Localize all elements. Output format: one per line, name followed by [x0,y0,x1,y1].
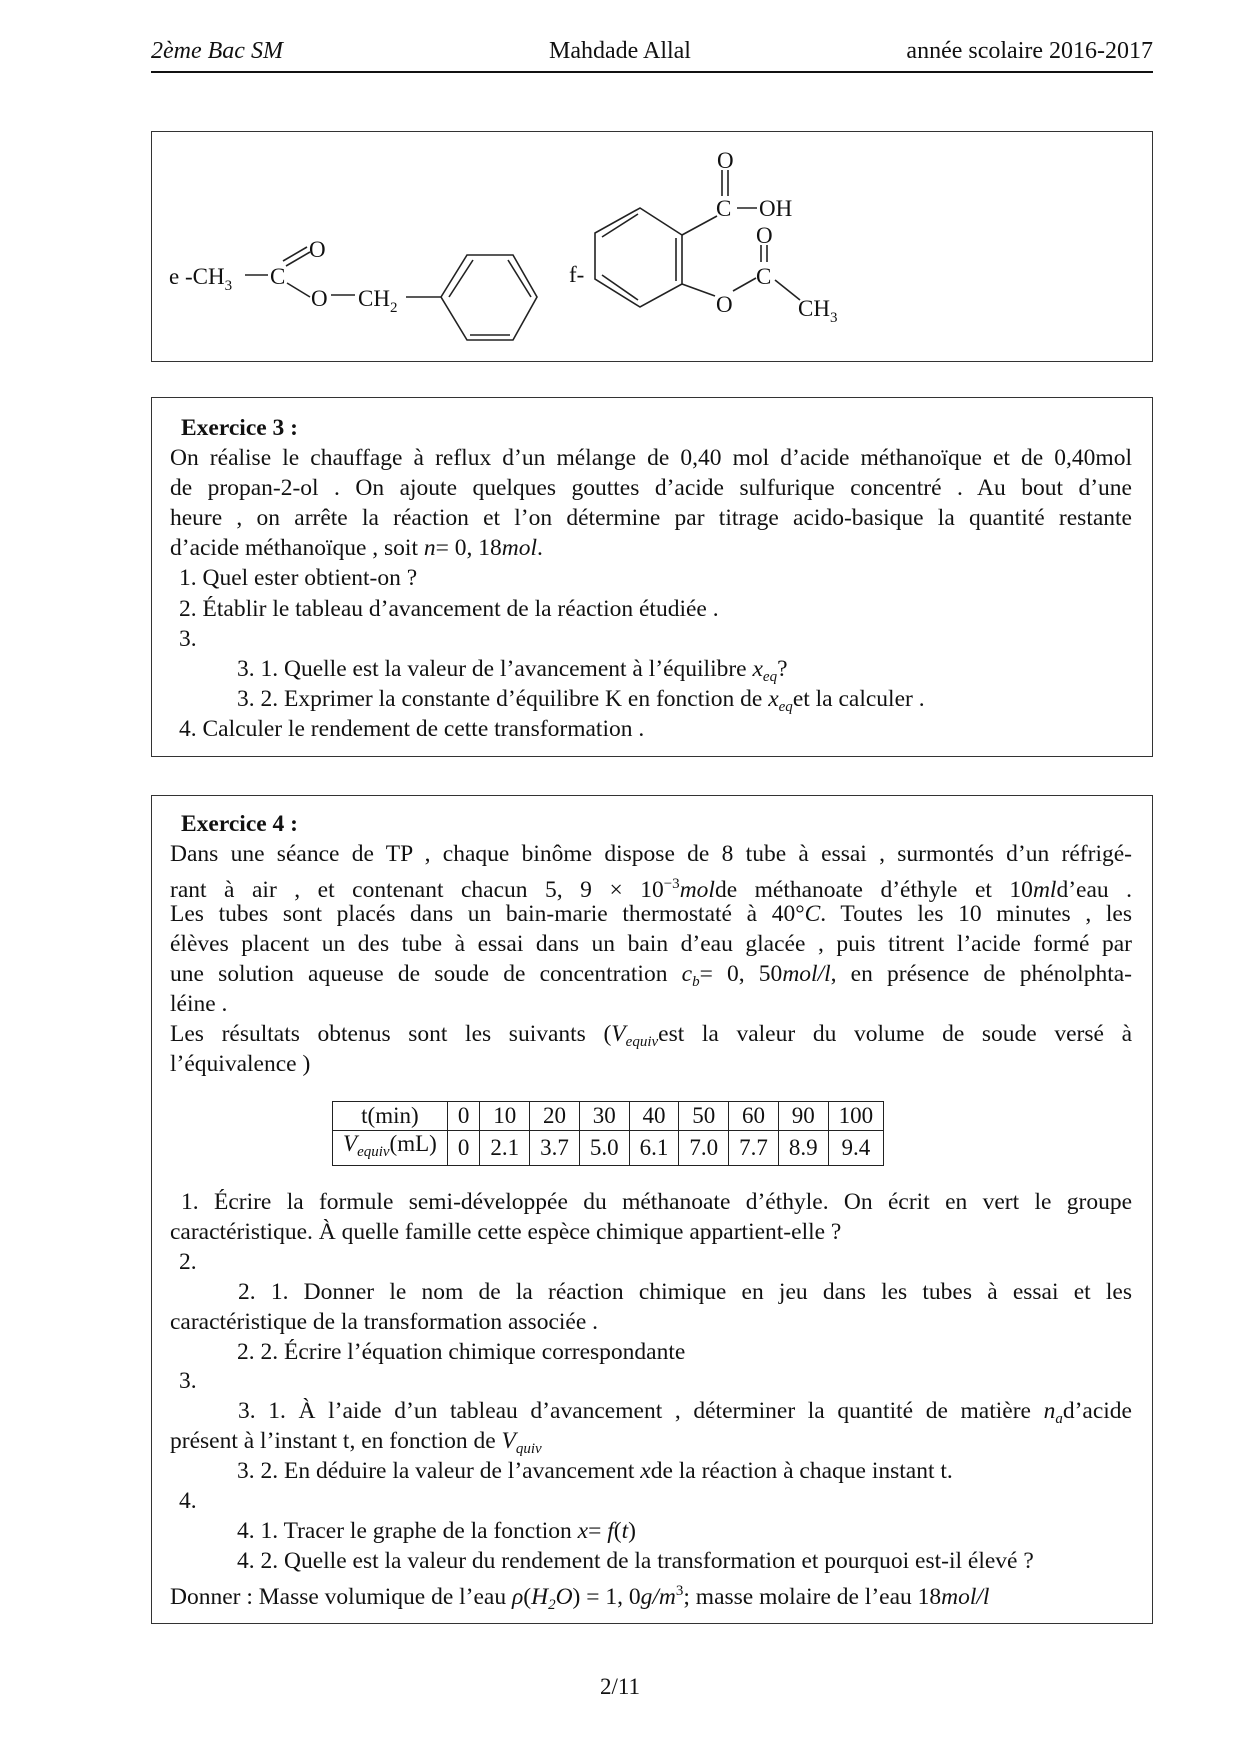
cell-volume: 8.9 [778,1131,828,1166]
text-segment: V [501,1428,516,1455]
text-segment: 2. [179,1248,197,1275]
text-segment: a [1055,1411,1063,1428]
text-segment: d’eau . [1056,877,1133,903]
text-segment: mol/l [941,1583,990,1610]
text-segment: quiv [515,1441,542,1458]
text-segment: d’acide méthanoïque , soit [170,535,424,562]
text-segment: 1. Écrire la formule semi-développée du méthanoate d’éthyle. On écrit en vert le groupe [181,1189,1132,1215]
text-line [237,1517,1132,1545]
text-segment: c [681,961,693,987]
text-line [170,444,1132,472]
page-number: 2/11 [599,1674,641,1699]
text-line [170,870,1132,904]
text-segment: On réalise le chauffage à reflux d’un mélange de 0,40 mol d’acide méthanoïque et de 0,40mol [170,445,1132,471]
header-class-label: 2ème Bac SM [151,38,283,64]
text-line [170,930,1132,958]
text-segment: l’équivalence ) [170,1051,311,1077]
text-segment: x [640,1458,651,1485]
text-segment: x [752,655,763,682]
text-line [179,595,1132,623]
text-segment: 1. Quel ester obtient-on ? [179,565,418,592]
cell-time: 90 [778,1102,828,1131]
text-segment: Donner : Masse volumique de l’eau [170,1583,512,1610]
mol-e-carbon: C [270,264,286,289]
text-segment: = 0, 50 [699,961,783,987]
text-line [179,1248,1132,1276]
text-line [170,900,1132,928]
exercise-4-title: Exercice 4 : [181,811,299,837]
text-segment: . Toutes les 10 minutes , les [820,901,1132,927]
text-line [170,840,1132,868]
cell-volume: 2.1 [480,1131,530,1166]
text-line [170,1308,1132,1336]
cell-volume: 5.0 [579,1131,629,1166]
text-line [237,1547,1132,1575]
table-row-volume [333,1131,884,1166]
mol-e-label: e $-CH_3$ [169,264,233,294]
text-segment: de méthanoate d’éthyle et 10 [714,877,1033,903]
text-segment: heure , on arrête la réaction et l’on détermine par titrage acido-basique la quantité restante [170,505,1132,532]
mol-f-ch3: $CH_3$ [798,296,838,326]
text-segment: −3 [663,876,680,892]
text-segment: x [577,1517,589,1544]
text-segment: Dans une séance de TP , chaque binôme dispose de 8 tube à essai , surmontés d’un réfrigé- [170,841,1132,867]
text-segment: Les tubes sont placés dans un bain-marie thermostaté à 40° [170,901,805,927]
text-segment: élèves placent un des tube à essai dans un bain d’eau glacée , puis titrent l’acide formé par [170,931,1132,957]
text-segment: 3. 2. Exprimer la constante d’équilibre K en fonction de [237,685,769,712]
text-segment: 2. 2. Écrire l’équation chimique correspondante [237,1338,686,1365]
text-segment: caractéristique de la transformation associée . [170,1308,599,1335]
text-line [179,1367,1132,1395]
text-line [237,1338,1132,1366]
text-line [179,1487,1132,1515]
text-line [170,534,1132,562]
text-segment: 4. 2. Quelle est la valeur du rendement de la transformation et pourquoi est-il élevé ? [237,1547,1034,1574]
cell-volume: 0 [447,1131,480,1166]
cell-time: 60 [729,1102,779,1131]
text-line [170,1218,1132,1246]
cell-volume: 7.7 [729,1131,779,1166]
text-segment: mol [679,877,715,903]
text-segment: 4. Calculer le rendement de cette transformation . [179,715,645,742]
text-segment: 3. [179,625,197,652]
mol-f-oxygen-ester-double: O [756,223,773,248]
text-segment: , en présence de phénolphta- [830,961,1132,987]
text-segment: 3 [675,1582,684,1599]
text-segment: 3. 2. En déduire la valeur de l’avancement [237,1458,641,1485]
text-segment: . [537,535,543,562]
text-segment: 2. 1. Donner le nom de la réaction chimique en jeu dans les tubes à essai et les [238,1278,1132,1305]
text-segment: ) = 1, 0 [572,1583,641,1610]
mol-e-oxygen-single: O [311,286,328,311]
text-segment: 3. 1. Quelle est la valeur de l’avancement à l’équilibre [237,655,753,682]
text-line [170,504,1132,532]
text-segment: 4. 1. Tracer le graphe de la fonction [237,1517,578,1544]
cell-volume: 3.7 [530,1131,580,1166]
text-segment: = [588,1517,608,1544]
text-segment: C [804,901,821,927]
mol-e-oxygen-double: O [309,237,326,262]
text-segment: g/m [640,1583,676,1610]
text-line [170,1577,1132,1619]
text-segment: H [531,1583,549,1610]
text-line [170,990,1132,1018]
molecule-e [245,247,537,340]
text-segment: 2 [548,1596,556,1613]
cell-time: 0 [447,1102,480,1131]
text-line [237,1457,1132,1485]
mol-f-hydroxyl: OH [759,196,793,221]
text-segment: 4. [179,1488,197,1514]
cell-time: 50 [679,1102,729,1131]
results-table [332,1101,884,1166]
mol-f-carbon-acid: C [716,196,732,221]
text-segment: de la réaction à chaque instant t. [650,1458,953,1485]
text-line [179,715,1132,743]
text-segment: eq [778,698,793,715]
header-school-year: année scolaire 2016-2017 [906,38,1153,64]
mol-f-oxygen-ring: O [716,292,733,317]
exercise-3-title: Exercice 3 : [181,415,299,441]
text-line [179,564,1132,592]
molecule-structures [0,0,1240,400]
text-line [170,1278,1132,1306]
text-segment: d’acide [1062,1398,1132,1425]
header-author: Mahdade Allal [549,38,691,64]
text-segment: présent à l’instant t, en fonction de [170,1428,502,1455]
text-segment: = 0, 18 [435,535,502,562]
text-segment: ; masse molaire de l’eau 18 [683,1583,942,1610]
text-segment: ( [523,1583,532,1610]
molecule-f-labels [569,148,837,326]
mol-f-carbon-ester: C [756,264,772,289]
cell-time: 10 [480,1102,530,1131]
text-segment: et la calculer . [792,685,925,712]
text-segment: ρ [511,1583,524,1610]
row-header-volume: $V_{equiv}(mL)$ [333,1131,448,1166]
text-segment: x [768,685,779,712]
text-segment: rant à air , et contenant chacun 5, 9 × 10 [170,877,664,903]
text-segment: f [607,1517,614,1544]
table-row-time [333,1102,884,1131]
row-header-time: t(min) [333,1102,448,1131]
text-segment: t [621,1517,629,1544]
text-segment: eq [762,668,778,685]
text-segment: 2. Établir le tableau d’avancement de la réaction étudiée . [179,595,719,622]
text-line [170,1050,1132,1078]
cell-time: 40 [629,1102,679,1131]
text-segment: 3. [179,1368,197,1395]
mol-f-label: f- [569,262,585,287]
molecule-e-labels [169,237,397,316]
text-segment: de propan-2-ol . On ajoute quelques gouttes d’acide sulfurique concentré . Au bout d’une [170,475,1132,502]
text-line [170,474,1132,502]
text-segment: une solution aqueuse de soude de concentration [170,961,682,987]
cell-time: 30 [579,1102,629,1131]
mol-e-ch2: $CH_2$ [358,286,398,316]
text-segment: O [555,1583,573,1610]
text-segment: ) [628,1517,636,1544]
text-segment: n [1043,1398,1056,1425]
cell-time: 20 [530,1102,580,1131]
cell-volume: 7.0 [679,1131,729,1166]
cell-volume: 9.4 [828,1131,884,1166]
text-segment: mol [501,535,537,562]
text-segment: n [423,535,436,562]
mol-f-oxygen-top: O [717,148,734,173]
text-segment: 3. 1. À l’aide d’un tableau d’avancement , déterminer la quantité de matière [238,1398,1044,1425]
text-segment: Les résultats obtenus sont les suivants ( [170,1021,612,1047]
text-segment: mol/l [782,961,831,987]
text-line [181,1188,1132,1216]
text-segment: caractéristique. À quelle famille cette espèce chimique appartient-elle ? [170,1218,842,1245]
text-line [179,625,1132,653]
text-segment: ml [1032,877,1057,903]
text-segment: léine . [170,991,228,1017]
text-segment: equiv [625,1034,659,1050]
cell-time: 100 [828,1102,884,1131]
text-segment: ? [777,655,788,682]
text-segment: V [611,1021,626,1047]
text-segment: est la valeur du volume de soude versé à [658,1021,1132,1047]
text-segment: ( [613,1517,622,1544]
cell-volume: 6.1 [629,1131,679,1166]
text-segment: b [692,974,700,990]
